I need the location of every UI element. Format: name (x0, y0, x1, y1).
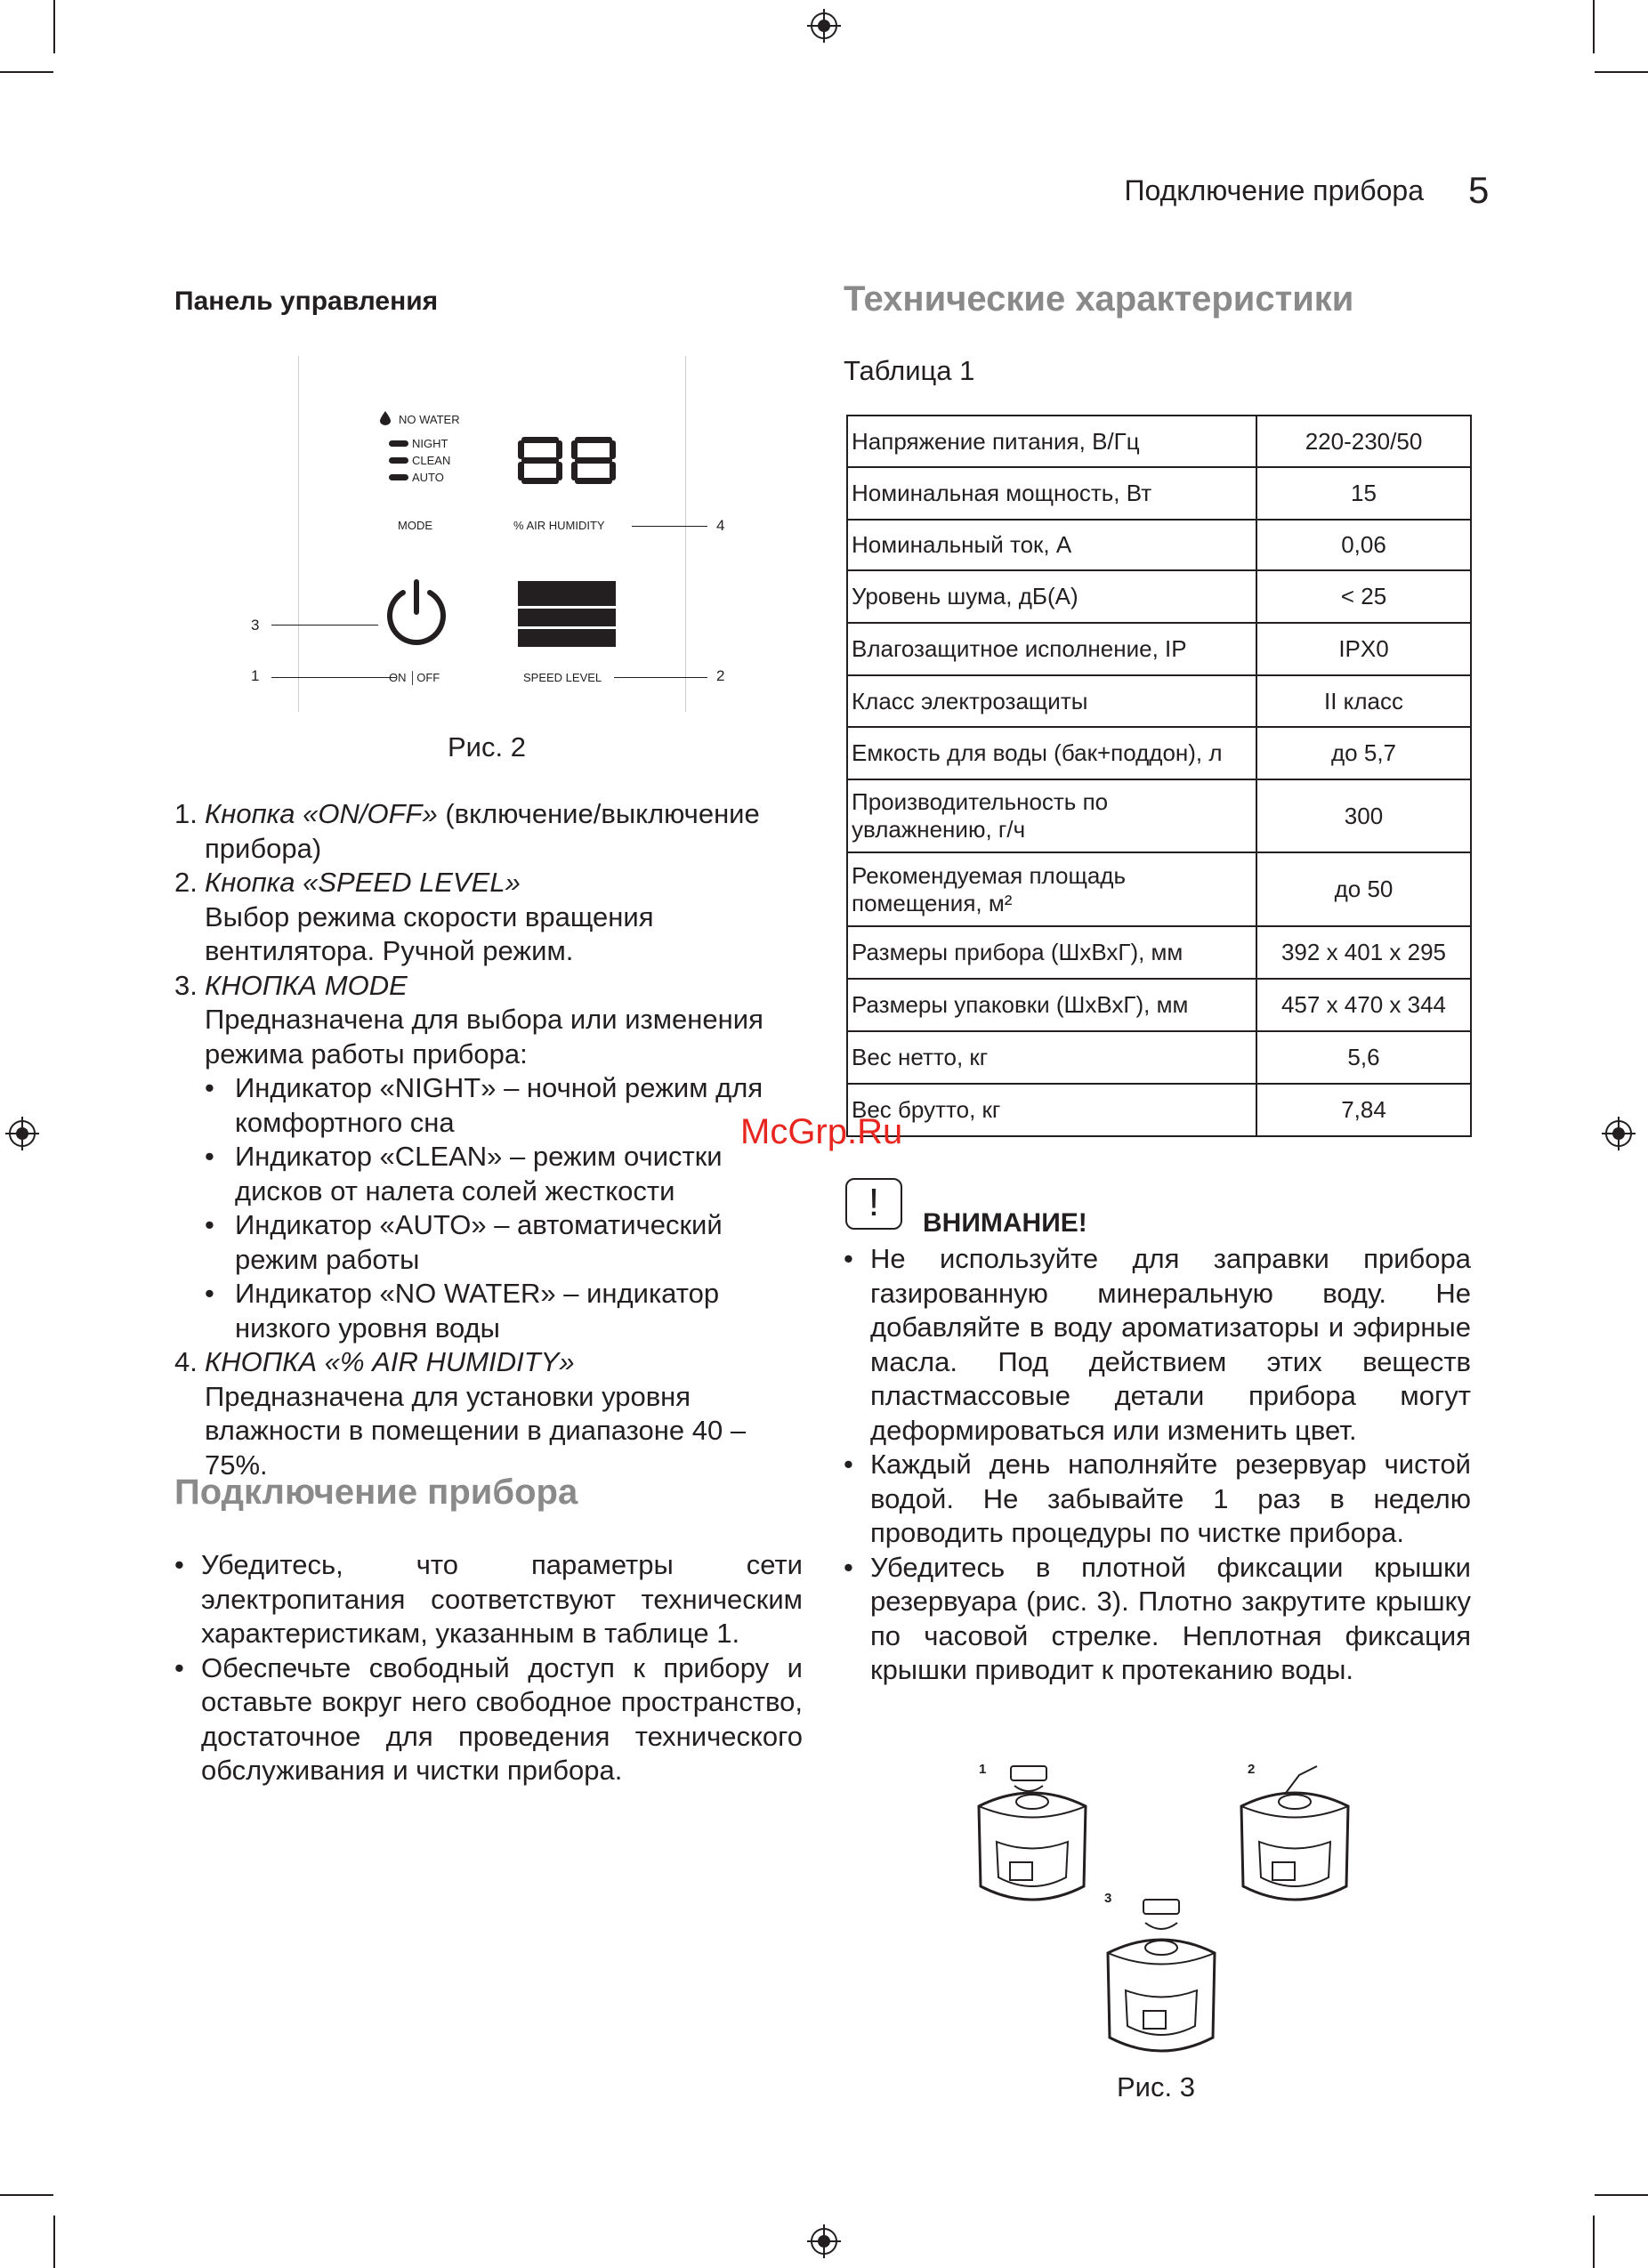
page-number: 5 (1468, 169, 1490, 211)
callout-line-4 (632, 526, 707, 527)
auto-label: AUTO (412, 471, 444, 484)
controls-list (174, 797, 797, 1482)
table-row (847, 727, 1471, 779)
callout-line-2 (614, 677, 707, 678)
on-off-label: ON │OFF (389, 671, 440, 684)
list-item: • Убедитесь в плотной фиксации крышки резервуара (рис. 3). Плотно закрутите крышку по часовой стрелке. Неплотная фиксация крышки приводит к протеканию воды. (844, 1551, 1471, 1688)
table-row (847, 623, 1471, 675)
speed-level-label: SPEED LEVEL (523, 671, 602, 684)
list-item (174, 866, 797, 969)
registration-mark-icon (807, 2224, 841, 2258)
table-row (847, 570, 1471, 623)
crop-mark (53, 2216, 55, 2268)
warning-mark: ! (868, 1181, 880, 1224)
crop-mark (0, 71, 53, 73)
specs-table (846, 415, 1472, 1137)
table-row (847, 779, 1471, 852)
crop-mark (53, 0, 55, 53)
connect-section-title: Подключение прибора (174, 1473, 578, 1512)
fig3-label-3: 3 (1104, 1891, 1112, 1906)
mode-indicator-list (205, 1071, 797, 1345)
panel-section-title: Панель управления (174, 287, 439, 316)
table-cell: Напряжение питания, В/Гц (847, 416, 1256, 467)
no-water-label: NO WATER (399, 413, 460, 426)
table-cell: Класс электрозащиты (847, 675, 1256, 727)
crop-mark (1593, 0, 1595, 53)
connect-list (174, 1548, 803, 1788)
item-number: 1. (174, 798, 198, 829)
power-button-icon[interactable] (381, 577, 452, 648)
fig3-label-1: 1 (979, 1762, 987, 1777)
tank-step-3-illustration (1099, 1891, 1224, 2064)
crop-mark (1595, 2194, 1648, 2196)
table-row (847, 1084, 1471, 1136)
table-cell: Уровень шума, дБ(А) (847, 570, 1256, 623)
auto-indicator (389, 474, 408, 480)
callout-3: 3 (251, 617, 260, 634)
table-cell: 220-230/50 (1256, 416, 1471, 467)
item-number: 4. (174, 1346, 198, 1377)
air-humidity-label: % AIR HUMIDITY (513, 519, 605, 532)
clean-indicator (389, 457, 408, 464)
specs-section-title: Технические характеристики (844, 279, 1354, 319)
list-item: • Индикатор «CLEAN» – режим очистки дисков от налета солей жесткости (205, 1140, 797, 1208)
item-title: Кнопка «ON/OFF» (205, 798, 438, 829)
figure-3-caption: Рис. 3 (1117, 2071, 1195, 2103)
speed-bar (518, 609, 616, 626)
mode-label: MODE (398, 519, 432, 532)
running-header: Подключение прибора (1124, 174, 1424, 206)
item-title: Кнопка «SPEED LEVEL» (205, 867, 521, 898)
warning-icon (845, 1178, 902, 1230)
list-item (174, 969, 797, 1346)
callout-line-1 (271, 677, 396, 678)
tank-step-2-illustration (1232, 1757, 1357, 1913)
item-title: КНОПКА MODE (205, 969, 408, 1001)
speed-bar (518, 629, 616, 647)
water-drop-icon (380, 411, 391, 425)
crop-mark (1595, 71, 1648, 73)
table-row (847, 979, 1471, 1031)
table-cell: 0,06 (1256, 520, 1471, 570)
list-item: • Убедитесь, что параметры сети электропитания соответствуют техническим характеристикам, указанным в таблице 1. (174, 1548, 803, 1651)
callout-1: 1 (251, 667, 260, 684)
fig3-label-2: 2 (1248, 1762, 1256, 1777)
warning-list (844, 1242, 1471, 1688)
night-indicator (389, 440, 408, 447)
table-cell: < 25 (1256, 570, 1471, 623)
callout-2: 2 (716, 667, 725, 684)
list-item: • Индикатор «NIGHT» – ночной режим для комфортного сна (205, 1071, 797, 1140)
item-title-rest: (включение/выключение прибора) (205, 798, 760, 864)
item-description: Предназначена для выбора или изменения режима работы прибора: (205, 1004, 763, 1069)
table-cell: 15 (1256, 467, 1471, 520)
table-cell: до 5,7 (1256, 727, 1471, 779)
list-item (174, 797, 797, 866)
list-item: • Индикатор «NO WATER» – индикатор низкого уровня воды (205, 1277, 797, 1345)
registration-mark-icon (1602, 1117, 1636, 1150)
table-row (847, 467, 1471, 520)
table-row (847, 675, 1471, 727)
table-cell: до 50 (1256, 852, 1471, 926)
speed-bar (518, 581, 616, 606)
table-cell: Производительность по увлажнению, г/ч (847, 779, 1256, 852)
clean-label: CLEAN (412, 454, 451, 467)
table-row (847, 520, 1471, 570)
table-row (847, 852, 1471, 926)
table-cell: IPX0 (1256, 623, 1471, 675)
table-cell: II класс (1256, 675, 1471, 727)
table-cell: Емкость для воды (бак+поддон), л (847, 727, 1256, 779)
list-item (174, 1345, 797, 1482)
table-cell: Влагозащитное исполнение, IP (847, 623, 1256, 675)
table-cell: Рекомендуемая площадь помещения, м² (847, 852, 1256, 926)
list-item: • Обеспечьте свободный доступ к прибору и оставьте вокруг него свободное пространство, достаточное для проведения технического обслуживания и чистки прибора. (174, 1651, 803, 1788)
registration-mark-icon (807, 9, 841, 43)
table-row (847, 416, 1471, 467)
item-number: 3. (174, 969, 198, 1001)
callout-line-3 (271, 625, 378, 626)
figure-2-caption: Рис. 2 (448, 731, 526, 763)
list-item: • Индикатор «AUTO» – автоматический режим работы (205, 1208, 797, 1277)
callout-4: 4 (716, 517, 725, 534)
table-row (847, 1031, 1471, 1084)
speed-level-button[interactable] (518, 581, 616, 649)
list-item: • Каждый день наполняйте резервуар чистой водой. Не забывайте 1 раз в неделю проводить процедуры по чистке прибора. (844, 1448, 1471, 1551)
humidity-digit-display (518, 437, 618, 485)
warning-title: ВНИМАНИЕ! (923, 1208, 1087, 1238)
control-panel-figure (240, 351, 739, 725)
registration-mark-icon (5, 1117, 39, 1150)
table-cell: Размеры прибора (ШхВхГ), мм (847, 926, 1256, 979)
table-cell: 392 x 401 x 295 (1256, 926, 1471, 979)
table-cell: 7,84 (1256, 1084, 1471, 1136)
table-cell: Номинальная мощность, Вт (847, 467, 1256, 520)
list-item: • Не используйте для заправки прибора газированную минеральную воду. Не добавляйте в воду ароматизаторы и эфирные масла. Под действием этих веществ пластмассовые детали прибора могут деформироваться или изменить цвет. (844, 1242, 1471, 1448)
item-description: Предназначена для установки уровня влажности в помещении в диапазоне 40 – 75%. (205, 1380, 747, 1481)
panel-left-edge (298, 356, 299, 712)
table-cell: 5,6 (1256, 1031, 1471, 1084)
table-row (847, 926, 1471, 979)
table-cell: 300 (1256, 779, 1471, 852)
crop-mark (0, 2194, 53, 2196)
item-title: КНОПКА «% AIR HUMIDITY» (205, 1346, 575, 1377)
table-cell: Вес нетто, кг (847, 1031, 1256, 1084)
item-number: 2. (174, 867, 198, 898)
tank-step-1-illustration (970, 1757, 1095, 1913)
item-description: Выбор режима скорости вращения вентилятора. Ручной режим. (205, 900, 654, 966)
watermark: McGrp.Ru (740, 1112, 903, 1151)
night-label: NIGHT (412, 437, 448, 450)
table-cell: 457 x 470 x 344 (1256, 979, 1471, 1031)
table-cell: Номинальный ток, А (847, 520, 1256, 570)
table-cell: Вес брутто, кг (847, 1084, 1256, 1136)
crop-mark (1593, 2216, 1595, 2268)
panel-right-edge (685, 356, 686, 712)
table-cell: Размеры упаковки (ШхВхГ), мм (847, 979, 1256, 1031)
table-caption: Таблица 1 (844, 355, 975, 386)
